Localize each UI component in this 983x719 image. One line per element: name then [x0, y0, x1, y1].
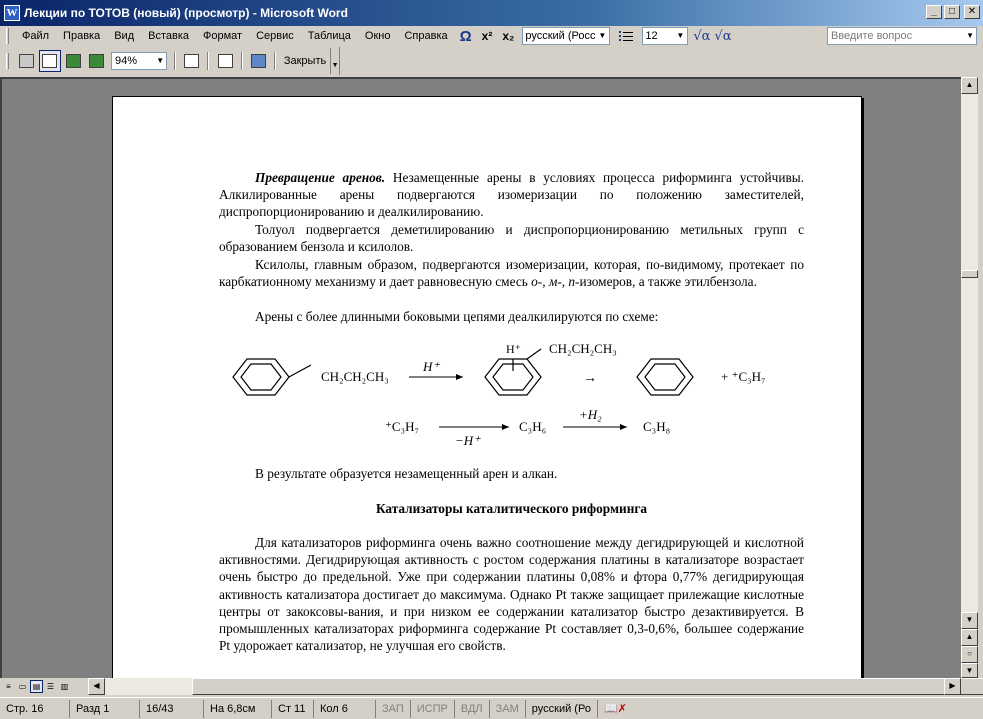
menu-format[interactable]: Формат: [203, 30, 243, 42]
toolbar-separator: [174, 52, 176, 70]
paragraph-xylenes: [219, 256, 804, 290]
toolbar-separator: [241, 52, 243, 70]
one-page-button[interactable]: [63, 50, 84, 72]
paragraph-scheme-intro: Арены с более длинными боковыми цепями деалкилируются по схеме:: [255, 309, 659, 324]
print-button[interactable]: [16, 50, 37, 72]
maximize-button[interactable]: □: [944, 5, 960, 19]
font-size-value: 12: [645, 30, 658, 42]
status-column: Кол 6: [314, 700, 376, 718]
outline-view-icon[interactable]: ☰: [46, 682, 55, 691]
shrink-to-fit-button[interactable]: [214, 50, 235, 72]
menu-view[interactable]: Вид: [114, 30, 135, 42]
status-extend[interactable]: ВДЛ: [455, 700, 490, 718]
superscript-icon[interactable]: x²: [481, 29, 493, 43]
chevron-down-icon: ▼: [966, 31, 974, 40]
benzene-ring-3: [637, 359, 693, 395]
chevron-down-icon: ▼: [598, 31, 607, 40]
plus-propyl-cation: + ⁺C₃H₇: [721, 369, 766, 384]
full-screen-icon: [251, 54, 266, 68]
ruler-icon: [184, 54, 199, 68]
vertical-scrollbar[interactable]: [961, 77, 978, 678]
chain-label-2: CH₂CH₂CH₃: [549, 341, 617, 356]
magnifier-button[interactable]: [39, 50, 60, 72]
toolbar-separator: [207, 52, 209, 70]
benzene-ring-1: [233, 359, 311, 395]
menu-tools[interactable]: Сервис: [256, 30, 294, 42]
multiple-pages-icon: [89, 54, 104, 68]
paragraph-title: Превращение аренов.: [255, 170, 386, 185]
prev-page-icon[interactable]: ▲: [961, 629, 978, 646]
font-size-select[interactable]: [642, 27, 688, 45]
sqrt-icon[interactable]: √α: [693, 28, 711, 44]
propene-label: C₃H₆: [519, 419, 547, 434]
zoom-select[interactable]: [111, 52, 167, 70]
toolbar-separator: [274, 52, 276, 70]
window-title: Лекции по ТОТОВ (новый) (просмотр) - Microsoft Word: [24, 6, 348, 20]
status-record-macro[interactable]: ЗАП: [376, 700, 411, 718]
vertical-scroll-thumb[interactable]: [961, 270, 978, 278]
menu-table[interactable]: Таблица: [307, 30, 351, 42]
paragraph-result: В результате образуется незамещенный арен и алкан.: [255, 466, 558, 481]
sqrt-alt-icon[interactable]: √α: [714, 28, 732, 44]
reaction-scheme: [223, 337, 823, 457]
print-preview-toolbar: [0, 47, 340, 75]
horizontal-scroll-track[interactable]: [88, 678, 961, 695]
status-track-changes[interactable]: ИСПР: [411, 700, 455, 718]
spelling-check-icon[interactable]: 📖✗: [603, 702, 627, 715]
status-language[interactable]: русский (Ро: [526, 700, 598, 718]
printer-icon: [19, 54, 34, 68]
multiple-pages-button[interactable]: [86, 50, 107, 72]
omega-symbol-icon[interactable]: Ω: [459, 27, 472, 45]
word-app-icon[interactable]: W: [4, 5, 20, 21]
status-overtype[interactable]: ЗАМ: [490, 700, 526, 718]
normal-view-icon[interactable]: ≡: [6, 682, 11, 691]
close-preview-button[interactable]: [280, 55, 330, 67]
propane-label: C₃H₈: [643, 419, 671, 434]
paragraph-text: Ксилолы, главным образом, подвергаются изомеризации, которая, по-видимому, протекает по карбкатионному механизму и дает равновесную смесь: [219, 257, 804, 290]
arrowhead-3: [620, 424, 627, 430]
chain-label-1: CH₂CH₂CH₃: [321, 369, 389, 384]
status-pages: 16/43: [140, 700, 204, 718]
scroll-left-arrow-icon[interactable]: ◀: [88, 678, 105, 695]
minus-h-plus-label: −H⁺: [455, 433, 481, 448]
status-position: На 6,8см: [204, 700, 272, 718]
reading-layout-icon[interactable]: ▥: [60, 682, 69, 691]
arrow-3: →: [583, 371, 597, 386]
next-page-icon[interactable]: ▼: [961, 663, 978, 678]
propyl-cation: ⁺C₃H₇: [385, 419, 419, 434]
arrowhead-2: [502, 424, 509, 430]
paragraph-toluene: Толуол подвергается деметилированию и диспропорционированию метильных групп с образованием бензола и ксилолов.: [219, 222, 804, 255]
section-heading: Катализаторы каталитического риформинга: [375, 501, 648, 516]
paragraph-arenes: [219, 169, 804, 221]
menu-window[interactable]: Окно: [364, 30, 391, 42]
scroll-up-arrow-icon[interactable]: ▲: [961, 77, 978, 94]
horizontal-scroll-thumb[interactable]: [192, 678, 983, 695]
one-page-icon: [66, 54, 81, 68]
minimize-button[interactable]: _: [926, 5, 942, 19]
print-layout-icon[interactable]: ▤: [30, 680, 43, 693]
status-line: Ст 11: [272, 700, 314, 718]
language-select[interactable]: [522, 27, 610, 45]
menu-edit[interactable]: Правка: [63, 30, 101, 42]
zoom-value: 94%: [114, 55, 138, 67]
view-ruler-button[interactable]: [181, 50, 202, 72]
ask-question-input[interactable]: [827, 27, 977, 45]
document-area: [0, 77, 961, 678]
menu-bar: [0, 26, 983, 46]
menu-insert[interactable]: Вставка: [148, 30, 190, 42]
paragraph-text: Незамещенные арены в условиях процесса риформинга устойчивы. Алкилированные арены подвергаются изомеризации по положению заместителей, диспропорционированию и деалкилированию.: [219, 170, 804, 220]
paragraph-text: изомеров, а также этилбензола.: [579, 274, 757, 290]
ask-placeholder: Введите вопрос: [831, 30, 913, 42]
select-browse-object-icon[interactable]: ○: [961, 646, 978, 663]
chevron-down-icon: ▼: [156, 56, 165, 65]
paragraph-catalysts: Для катализаторов риформинга очень важно соотношение между дегидрирующей и кислотной активностями. Дегидрирующая активность с ростом содержания платины в катализаторе возрастает очень быстро до предельной. Уже при содержании платины 0,08% и фтора 0,77% дегидрирующая активность катализатора достигает до максимума. Однако Pt также защищает прилежащие кислотные центры от закоксовы-вания, и при низком ее содержании катализатор быстро дезактивируется. В промышленных катализаторах риформинга содержание Pt составляет 0,3-0,6%, большее содержание Pt удорожает катализатор, не улучшая его свойств.: [219, 535, 804, 654]
toolbar-grip[interactable]: [6, 53, 9, 69]
toolbar-grip[interactable]: [6, 28, 9, 44]
menu-help[interactable]: Справка: [404, 30, 448, 42]
close-preview-label: Закрыть: [283, 55, 327, 67]
title-bar: [0, 0, 983, 26]
full-screen-button[interactable]: [248, 50, 269, 72]
status-page: Стр. 16: [0, 700, 70, 718]
arrowhead-1: [456, 374, 463, 380]
status-bar: [0, 697, 983, 719]
horizontal-scrollbar: [0, 678, 978, 695]
close-button[interactable]: ✕: [964, 5, 980, 19]
arrow-label-h-plus: H⁺: [423, 359, 440, 374]
bullet-list-icon[interactable]: [619, 30, 633, 42]
status-section: Разд 1: [70, 700, 140, 718]
subscript-icon[interactable]: x₂: [502, 29, 515, 43]
scroll-right-arrow-icon[interactable]: ▶: [944, 678, 961, 695]
shrink-icon: [218, 54, 233, 68]
toolbar-options-icon[interactable]: ▼: [330, 48, 339, 74]
menu-file[interactable]: Файл: [22, 30, 50, 42]
isomer-prefixes: о-, м-, п-: [531, 274, 580, 290]
plus-h2-label: +H₂: [579, 407, 602, 422]
chevron-down-icon: ▼: [676, 31, 685, 40]
h-plus-label: H⁺: [506, 342, 521, 356]
document-page[interactable]: [112, 96, 862, 678]
magnifier-icon: [42, 54, 57, 68]
web-layout-icon[interactable]: ▭: [18, 682, 27, 691]
scroll-down-arrow-icon[interactable]: ▼: [961, 612, 978, 629]
language-value: русский (Росс: [525, 30, 596, 42]
